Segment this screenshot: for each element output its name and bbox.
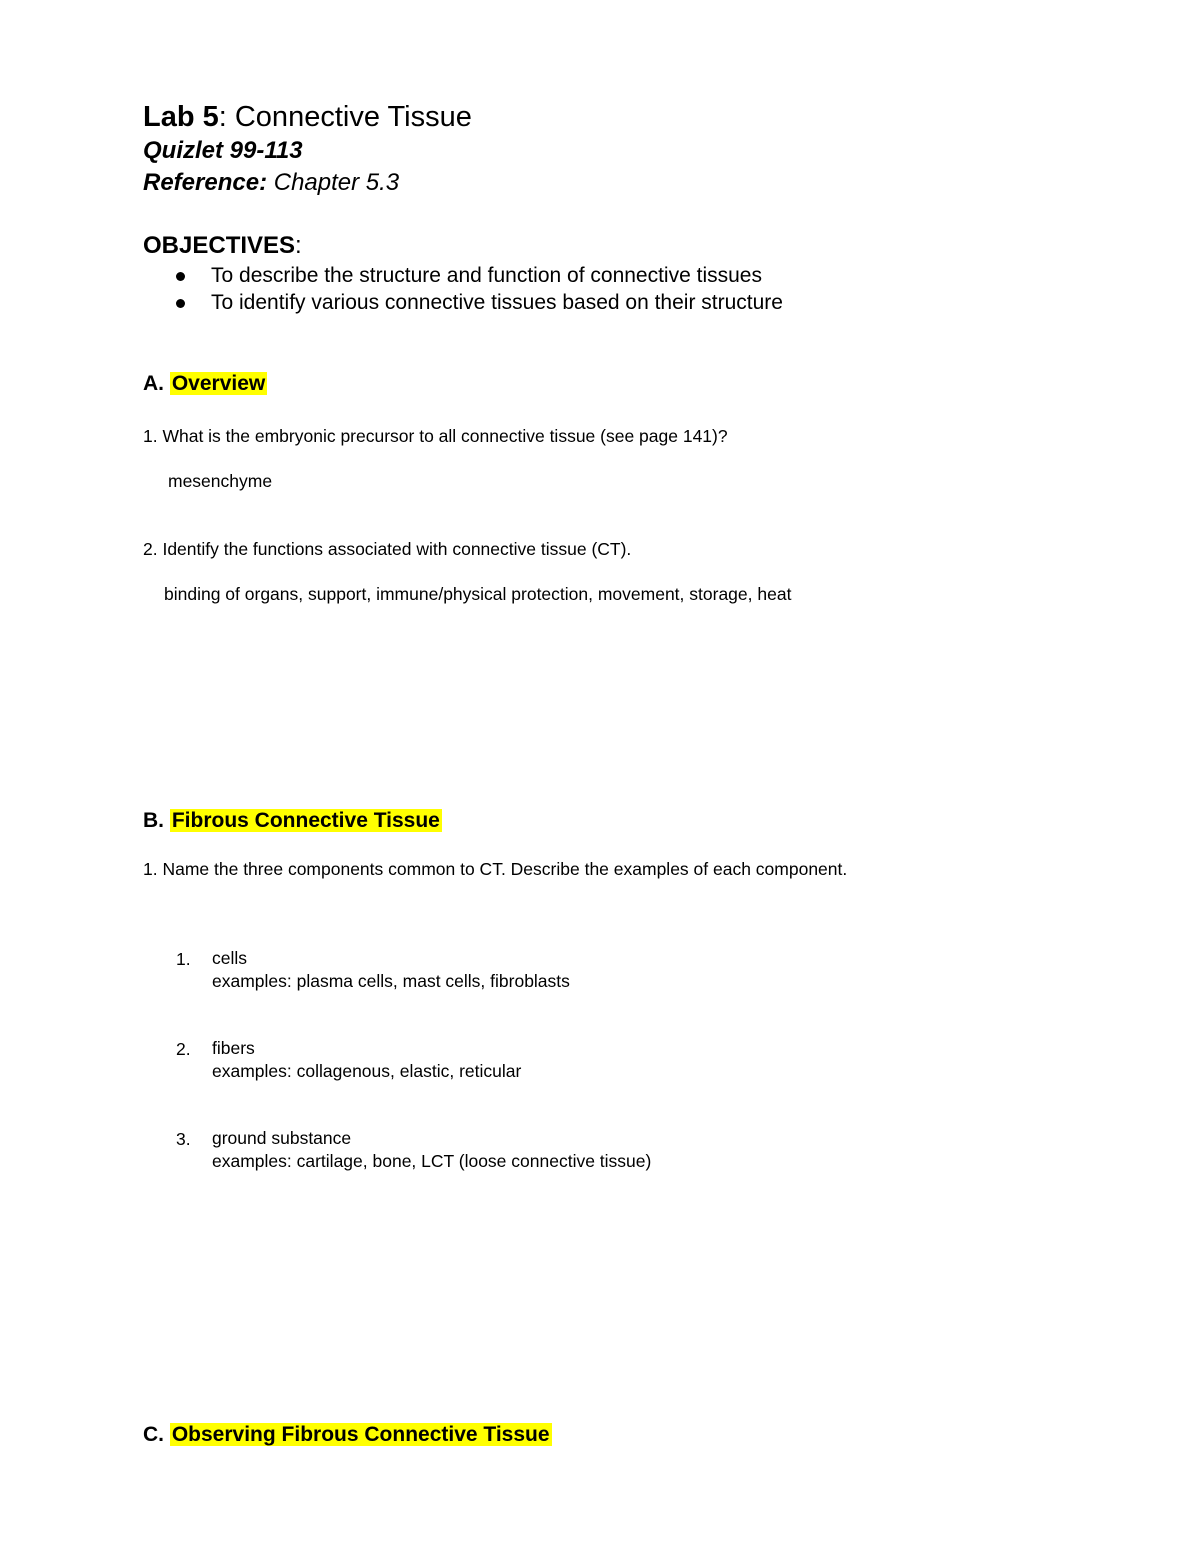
component-name: fibers xyxy=(212,1038,255,1058)
bullet-icon xyxy=(176,299,185,308)
list-number: 3. xyxy=(176,1129,191,1149)
objectives-heading xyxy=(143,231,302,261)
section-a-heading xyxy=(143,371,267,397)
objective-text: To describe the structure and function of connective tissues xyxy=(211,264,762,287)
component-name: cells xyxy=(212,948,248,968)
section-c-title: Observing Fibrous Connective Tissue xyxy=(171,1423,550,1446)
reference-value: Chapter 5.3 xyxy=(267,169,400,196)
component-examples: examples: collagenous, elastic, reticular xyxy=(212,1061,522,1081)
page-title xyxy=(143,100,472,134)
question-b1: 1. Name the three components common to CT. Describe the examples of each component. xyxy=(143,859,848,879)
objective-text: To identify various connective tissues based on their structure xyxy=(211,291,783,314)
list-number: 2. xyxy=(176,1039,191,1059)
section-b-heading xyxy=(143,808,442,834)
bullet-icon xyxy=(176,272,185,281)
lab-title: : Connective Tissue xyxy=(218,101,472,133)
section-letter: C. xyxy=(143,1423,170,1446)
section-a-title: Overview xyxy=(171,372,266,395)
section-c-heading xyxy=(143,1422,552,1448)
list-number: 1. xyxy=(176,949,191,969)
component-examples: examples: cartilage, bone, LCT (loose connective tissue) xyxy=(212,1151,652,1171)
section-b-title: Fibrous Connective Tissue xyxy=(171,809,440,832)
objectives-label: OBJECTIVES xyxy=(143,232,296,259)
answer-a2: binding of organs, support, immune/physical protection, movement, storage, heat xyxy=(164,584,792,604)
component-name: ground substance xyxy=(212,1128,352,1148)
answer-a1: mesenchyme xyxy=(168,471,273,491)
question-a2: 2. Identify the functions associated with connective tissue (CT). xyxy=(143,539,632,559)
quizlet-reference: Quizlet 99-113 xyxy=(143,137,303,164)
section-letter: B. xyxy=(143,809,170,832)
question-a1: 1. What is the embryonic precursor to all connective tissue (see page 141)? xyxy=(143,426,728,446)
objectives-colon: : xyxy=(295,232,302,259)
component-examples: examples: plasma cells, mast cells, fibroblasts xyxy=(212,971,570,991)
section-letter: A. xyxy=(143,372,170,395)
chapter-reference xyxy=(143,168,399,198)
lab-number: Lab 5 xyxy=(143,101,219,133)
reference-label: Reference: xyxy=(143,169,268,196)
